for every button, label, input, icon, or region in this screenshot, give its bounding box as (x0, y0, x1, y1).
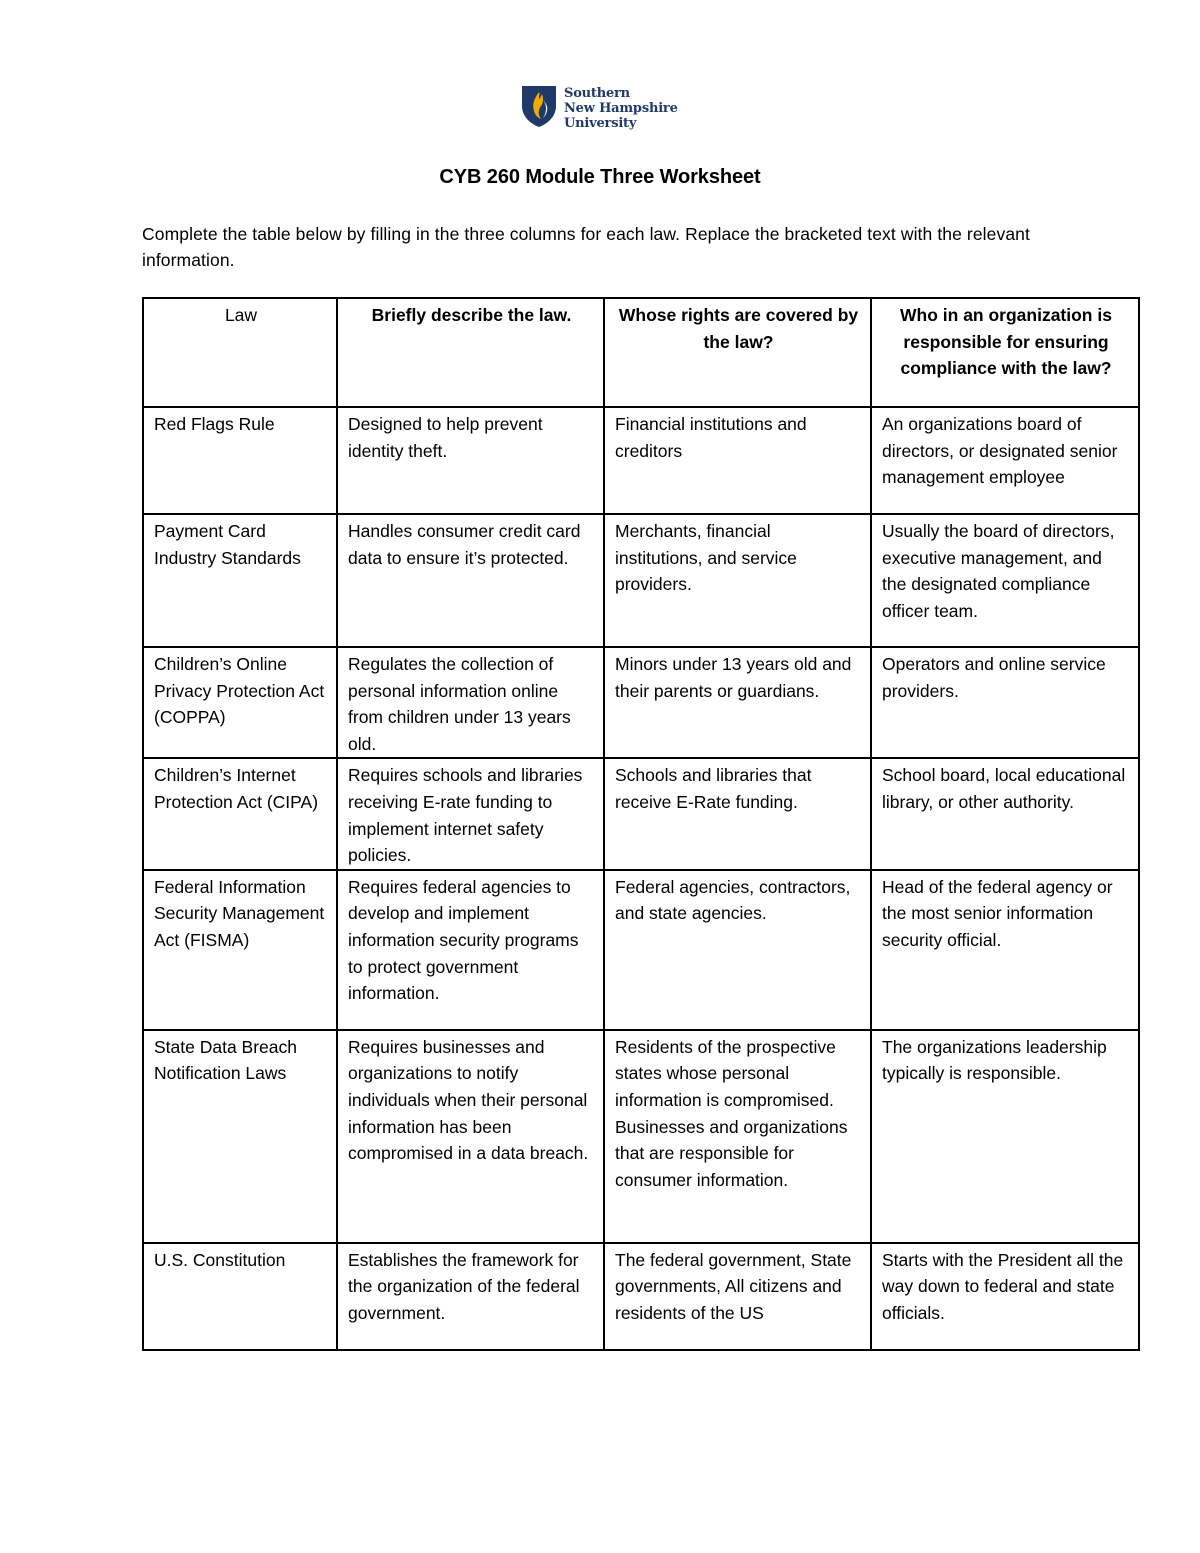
instructions-text: Complete the table below by filling in the three columns for each law. Replace the bracketed text with the relevant information. (142, 224, 1030, 270)
header-responsible: Who in an organization is responsible for ensuring compliance with the law? (871, 298, 1139, 407)
table-row (143, 1243, 1139, 1350)
cell-description: Regulates the collection of personal information online from children under 13 years old. (337, 647, 604, 758)
cell-rights: Federal agencies, contractors, and state agencies. (604, 870, 871, 1030)
table-row (143, 870, 1139, 1030)
logo-line-3: University (564, 116, 637, 131)
cell-rights: Minors under 13 years old and their parents or guardians. (604, 647, 871, 758)
cell-rights: Schools and libraries that receive E-Rate funding. (604, 758, 871, 869)
university-logo (520, 84, 678, 131)
cell-description: Requires businesses and organizations to notify individuals when their personal information has been compromised in a data breach. (337, 1030, 604, 1243)
cell-law: Children’s Online Privacy Protection Act (COPPA) (143, 647, 337, 758)
laws-table (142, 297, 1140, 1351)
cell-responsible: Starts with the President all the way down to federal and state officials. (871, 1243, 1139, 1350)
logo-wordmark (564, 86, 678, 131)
header-description: Briefly describe the law. (337, 298, 604, 407)
header-law: Law (143, 298, 337, 407)
cell-description: Requires schools and libraries receiving E-rate funding to implement internet safety policies. (337, 758, 604, 869)
cell-description: Handles consumer credit card data to ensure it’s protected. (337, 514, 604, 647)
cell-law: Red Flags Rule (143, 407, 337, 514)
cell-law: State Data Breach Notification Laws (143, 1030, 337, 1243)
table-row (143, 407, 1139, 514)
cell-responsible: Head of the federal agency or the most senior information security official. (871, 870, 1139, 1030)
cell-law: Federal Information Security Management Act (FISMA) (143, 870, 337, 1030)
cell-law: Children’s Internet Protection Act (CIPA) (143, 758, 337, 869)
cell-description: Designed to help prevent identity theft. (337, 407, 604, 514)
cell-rights: Financial institutions and creditors (604, 407, 871, 514)
cell-rights: Merchants, financial institutions, and service providers. (604, 514, 871, 647)
cell-description: Establishes the framework for the organization of the federal government. (337, 1243, 604, 1350)
logo-line-2: New Hampshire (564, 101, 678, 116)
header-rights: Whose rights are covered by the law? (604, 298, 871, 407)
logo-line-1: Southern (564, 86, 630, 101)
cell-description: Requires federal agencies to develop and implement information security programs to protect government information. (337, 870, 604, 1030)
cell-responsible: An organizations board of directors, or designated senior management employee (871, 407, 1139, 514)
shield-flame-icon (520, 84, 558, 128)
cell-responsible: School board, local educational library, or other authority. (871, 758, 1139, 869)
page-title: CYB 260 Module Three Worksheet (439, 166, 761, 188)
cell-law: U.S. Constitution (143, 1243, 337, 1350)
cell-responsible: Usually the board of directors, executive management, and the designated compliance officer team. (871, 514, 1139, 647)
cell-law: Payment Card Industry Standards (143, 514, 337, 647)
cell-rights: Residents of the prospective states whose personal information is compromised. Businesses and organizations that are responsible for consumer information. (604, 1030, 871, 1243)
cell-responsible: The organizations leadership typically is responsible. (871, 1030, 1139, 1243)
table-row (143, 1030, 1139, 1243)
table-row (143, 647, 1139, 758)
table-header-row (143, 298, 1139, 407)
table-row (143, 514, 1139, 647)
cell-rights: The federal government, State governments, All citizens and residents of the US (604, 1243, 871, 1350)
table-row (143, 758, 1139, 869)
cell-responsible: Operators and online service providers. (871, 647, 1139, 758)
